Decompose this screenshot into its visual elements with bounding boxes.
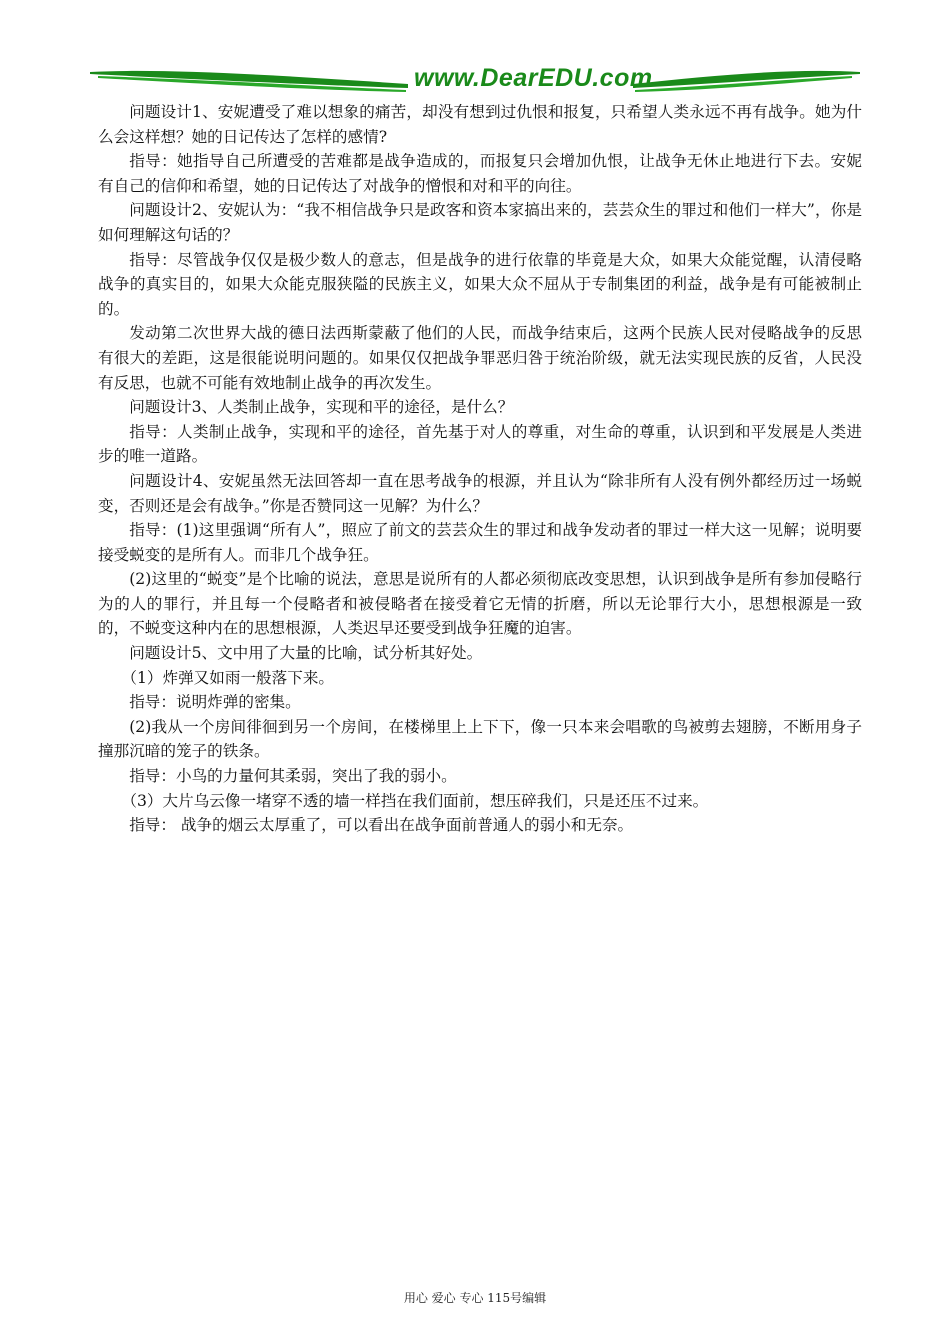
article-body <box>98 100 862 838</box>
paragraph: 问题设计1、安妮遭受了难以想象的痛苦，却没有想到过仇恨和报复，只希望人类永远不再有战争。她为什么会这样想？她的日记传达了怎样的感情? <box>98 103 863 146</box>
paragraph: (2)这里的“蜕变”是个比喻的说法，意思是说所有的人都必须彻底改变思想，认识到战争是所有参加侵略行为的人的罪行，并且每一个侵略者和被侵略者在接受着它无情的折磨，所以无论罪行大小，思想根源是一致的，不蜕变这种内在的思想根源，人类迟早还要受到战争狂魔的迫害。 <box>98 570 862 638</box>
paragraph: 问题设计3、人类制止战争，实现和平的途径，是什么？ <box>129 398 514 417</box>
paragraph: 指导：人类制止战争，实现和平的途径，首先基于对人的尊重，对生命的尊重，认识到和平发展是人类进步的唯一道路。 <box>98 422 862 466</box>
paragraph: 指导：她指导自己所遭受的苦难都是战争造成的，而报复只会增加仇恨，让战争无休止地进行下去。安妮有自己的信仰和希望，她的日记传达了对战争的憎恨和对和平的向往。 <box>98 152 862 195</box>
paragraph: 问题设计2、安妮认为：“我不相信战争只是政客和资本家搞出来的，芸芸众生的罪过和他们一样大”，你是如何理解这句话的？ <box>98 201 862 244</box>
paragraph: 指导：小鸟的力量何其柔弱，突出了我的弱小。 <box>129 767 457 786</box>
paragraph: 指导：说明炸弹的密集。 <box>129 693 301 712</box>
paragraph: （3）大片乌云像一堵穿不透的墙一样挡在我们面前，想压碎我们，只是还压不过来。 <box>121 791 709 810</box>
site-logo: www.DearEDU.com <box>414 64 653 92</box>
paragraph: 指导：(1)这里强调“所有人”，照应了前文的芸芸众生的罪过和战争发动者的罪过一样大这一见解；说明要接受蜕变的是所有人。而非几个战争狂。 <box>98 521 862 564</box>
paragraph: (2)我从一个房间徘徊到另一个房间，在楼梯里上上下下，像一只本来会唱歌的鸟被剪去翅膀，不断用身子撞那沉暗的笼子的铁条。 <box>98 717 862 761</box>
paragraph: 指导：尽管战争仅仅是极少数人的意志，但是战争的进行依靠的毕竟是大众，如果大众能觉醒，认清侵略战争的真实目的，如果大众能克服狭隘的民族主义，如果大众不屈从于专制集团的利益，战争是有可能被制止的。 <box>98 250 862 318</box>
paragraph: 指导： 战争的烟云太厚重了，可以看出在战争面前普通人的弱小和无奈。 <box>129 816 634 835</box>
paragraph: 问题设计5、文中用了大量的比喻，试分析其好处。 <box>129 644 483 663</box>
paragraph: （1）炸弹又如雨一般落下来。 <box>121 668 335 687</box>
paragraph: 问题设计4、安妮虽然无法回答却一直在思考战争的根源，并且认为“除非所有人没有例外都经历过一场蜕变，否则还是会有战争。”你是否赞同这一见解？为什么？ <box>98 471 862 515</box>
page-header <box>88 62 862 94</box>
page-footer: 用心 爱心 专心 115号编辑 <box>403 1291 547 1305</box>
paragraph: 发动第二次世界大战的德日法西斯蒙蔽了他们的人民，而战争结束后，这两个民族人民对侵略战争的反思有很大的差距，这是很能说明问题的。如果仅仅把战争罪恶归咎于统治阶级，就无法实现民族的反省，人民没有反思，也就不可能有效地制止战争的再次发生。 <box>98 324 862 392</box>
